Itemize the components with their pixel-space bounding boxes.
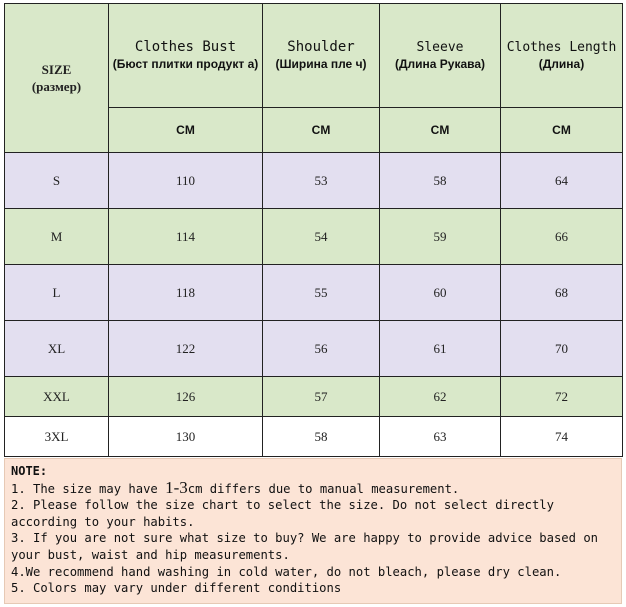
size-cell: XXL (5, 377, 109, 417)
bust-unit-cell (109, 108, 263, 153)
shoulder-header-cell (263, 4, 380, 108)
size-cell: L (5, 265, 109, 321)
shoulder-unit: CM (311, 123, 331, 137)
length-cell: 66 (501, 209, 623, 265)
table-row (5, 153, 623, 209)
size-cell: XL (5, 321, 109, 377)
length-cell: 64 (501, 153, 623, 209)
sleeve-cell: 58 (380, 153, 501, 209)
size-cell: M (5, 209, 109, 265)
length-cell: 68 (501, 265, 623, 321)
bust-unit: CM (176, 123, 195, 137)
shoulder-header-label: Shoulder (287, 38, 355, 55)
length-header-cell (501, 4, 623, 108)
bust-cell: 130 (109, 417, 263, 457)
note-line-5: 5. Colors may vary under different conditions (11, 581, 342, 596)
bust-cell: 126 (109, 377, 263, 417)
sleeve-header-label: Sleeve (416, 39, 464, 55)
length-cell: 72 (501, 377, 623, 417)
bust-header-label: Clothes Bust (134, 38, 237, 55)
sleeve-cell: 63 (380, 417, 501, 457)
note-line-2: 2. Please follow the size chart to select the size. Do not select directly according to your habits. (11, 498, 562, 529)
sleeve-cell: 61 (380, 321, 501, 377)
table-row (5, 265, 623, 321)
shoulder-cell: 58 (263, 417, 380, 457)
table-row (5, 377, 623, 417)
sleeve-unit-cell (380, 108, 501, 153)
shoulder-cell: 54 (263, 209, 380, 265)
size-cell: 3XL (5, 417, 109, 457)
sleeve-cell: 60 (380, 265, 501, 321)
shoulder-unit-cell (263, 108, 380, 153)
bust-header-cell (109, 4, 263, 108)
bust-cell: 114 (109, 209, 263, 265)
note-line-4: 4.We recommend hand washing in cold water, do not bleach, please dry clean. (11, 564, 562, 579)
bust-cell: 122 (109, 321, 263, 377)
shoulder-header-sub: (Ширина пле ч) (275, 56, 367, 71)
size-header-label: SIZE (41, 62, 72, 77)
size-chart-table (4, 3, 623, 457)
notes-title: NOTE: (11, 464, 48, 478)
sleeve-unit: CM (430, 123, 450, 137)
shoulder-cell: 57 (263, 377, 380, 417)
sleeve-header-sub: (Длина Рукава) (394, 56, 486, 71)
table-row (5, 209, 623, 265)
shoulder-cell: 56 (263, 321, 380, 377)
size-header-cell (5, 4, 109, 153)
length-unit: CM (552, 123, 571, 137)
note-line-1 (11, 477, 615, 498)
sleeve-cell: 59 (380, 209, 501, 265)
shoulder-cell: 55 (263, 265, 380, 321)
shoulder-cell: 53 (263, 153, 380, 209)
notes-panel (4, 458, 622, 604)
note-line-1-start: 1. The size may have (11, 481, 166, 496)
note-line-1-end: cm differs due to manual measurement. (187, 481, 460, 496)
table-row (5, 417, 623, 457)
bust-cell: 118 (109, 265, 263, 321)
size-header-sub: (размер) (31, 79, 82, 94)
length-header-sub: (Длина) (538, 56, 585, 71)
size-cell: S (5, 153, 109, 209)
length-cell: 70 (501, 321, 623, 377)
length-cell: 74 (501, 417, 623, 457)
sleeve-cell: 62 (380, 377, 501, 417)
bust-cell: 110 (109, 153, 263, 209)
length-header-label: Clothes Length (506, 39, 617, 55)
note-line-3: 3. If you are not sure what size to buy? We are happy to provide advice based on your bust, waist and hip measurements. (11, 531, 606, 562)
table-row (5, 321, 623, 377)
note-line-1-range: 1-3 (165, 477, 188, 497)
header-row (5, 4, 623, 108)
sleeve-header-cell (380, 4, 501, 108)
length-unit-cell (501, 108, 623, 153)
bust-header-sub: (Бюст плитки продукт а) (112, 56, 259, 71)
